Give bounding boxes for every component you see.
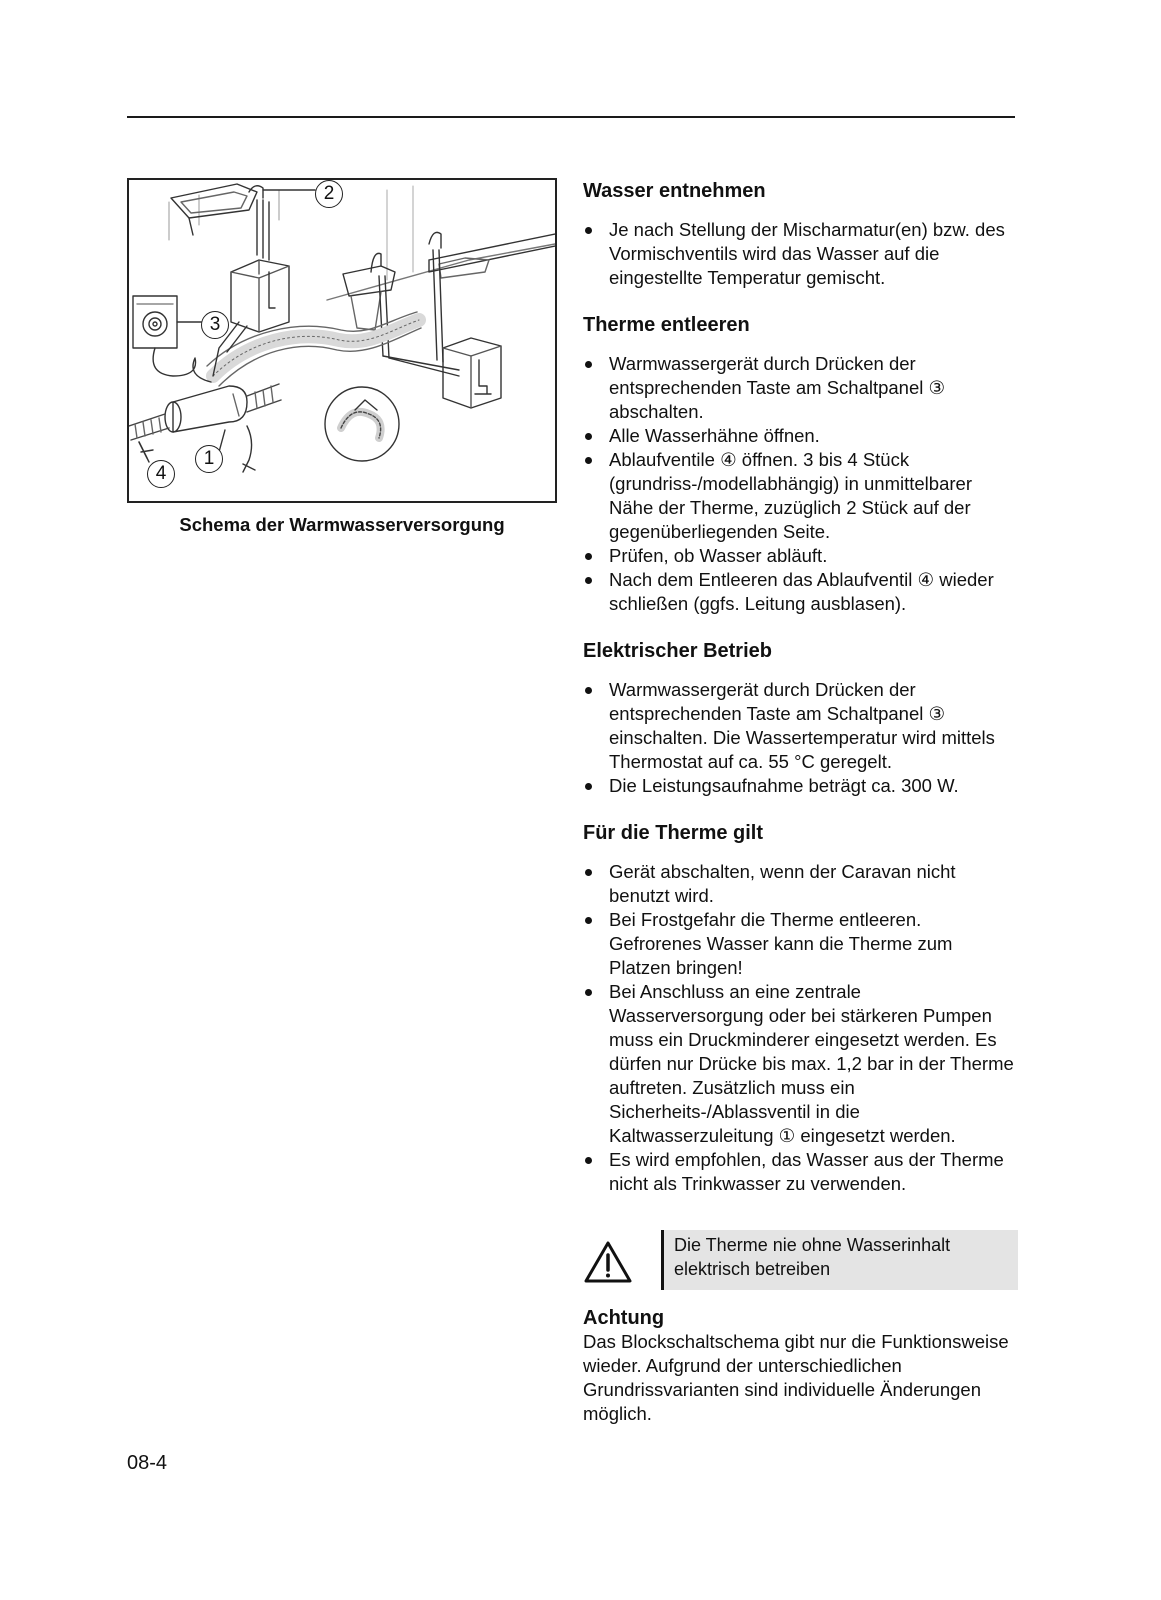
plumbing-schematic-figure [127,178,557,503]
callout-1: 1 [195,445,223,473]
content-column [583,178,1015,1426]
warning-text: Die Therme nie ohne Wasserinhalt elektrisch betreiben [661,1230,1018,1290]
bullet-list [583,352,1015,616]
list-item: Die Leistungsaufnahme beträgt ca. 300 W. [583,774,1015,798]
header-rule [127,116,1015,118]
list-item: Warmwassergerät durch Drücken der entsprechenden Taste am Schaltpanel ③ einschalten. Die Wassertemperatur wird mittels Thermostat auf ca. 55 °C geregelt. [583,678,1015,774]
section-title: Elektrischer Betrieb [583,640,772,662]
list-item: Es wird empfohlen, das Wasser aus der Therme nicht als Trinkwasser zu verwenden. [583,1148,1015,1196]
list-item: Je nach Stellung der Mischarmatur(en) bzw. des Vormischventils wird das Wasser auf die eingestellte Temperatur gemischt. [583,218,1015,290]
bullet-list [583,678,1015,798]
section-title: Therme entleeren [583,314,750,336]
bullet-list [583,860,1015,1196]
warning-note [583,1230,1015,1292]
plumbing-schematic-drawing [129,180,555,501]
list-item: Warmwassergerät durch Drücken der entsprechenden Taste am Schaltpanel ③ abschalten. [583,352,1015,424]
attention-text: Das Blockschaltschema gibt nur die Funktionsweise wieder. Aufgrund der unterschiedlichen Grundrissvarianten sind individuelle Änderungen möglich. [583,1331,1009,1424]
figure-caption: Schema der Warmwasserversorgung [179,514,505,535]
section-title: Für die Therme gilt [583,822,764,844]
list-item: Bei Frostgefahr die Therme entleeren. Gefrorenes Wasser kann die Therme zum Platzen bringen! [583,908,1015,980]
callout-3: 3 [201,311,229,339]
list-item: Prüfen, ob Wasser abläuft. [583,544,1015,568]
bullet-list [583,218,1015,290]
callout-4: 4 [147,460,175,488]
list-item: Alle Wasserhähne öffnen. [583,424,1015,448]
attention-title: Achtung [583,1307,665,1329]
list-item: Nach dem Entleeren das Ablaufventil ④ wieder schließen (ggfs. Leitung ausblasen). [583,568,1015,616]
list-item: Ablaufventile ④ öffnen. 3 bis 4 Stück (grundriss-/modellabhängig) in unmittelbarer Nähe der Therme, zuzüglich 2 Stück auf der gegenüberliegenden Seite. [583,448,1015,544]
section-title: Wasser entnehmen [583,180,766,202]
page-number: 08-4 [127,1452,168,1474]
list-item: Bei Anschluss an eine zentrale Wasserversorgung oder bei stärkeren Pumpen muss ein Druckminderer eingesetzt werden. Es dürfen nur Drücke bis max. 1,2 bar in der Therme auftreten. Zusätzlich muss ein Sicherheits-/Ablassventil in die Kaltwasserzuleitung ① eingesetzt werden. [583,980,1015,1148]
callout-2: 2 [315,180,343,208]
list-item: Gerät abschalten, wenn der Caravan nicht benutzt wird. [583,860,1015,908]
warning-triangle-icon [583,1240,633,1284]
